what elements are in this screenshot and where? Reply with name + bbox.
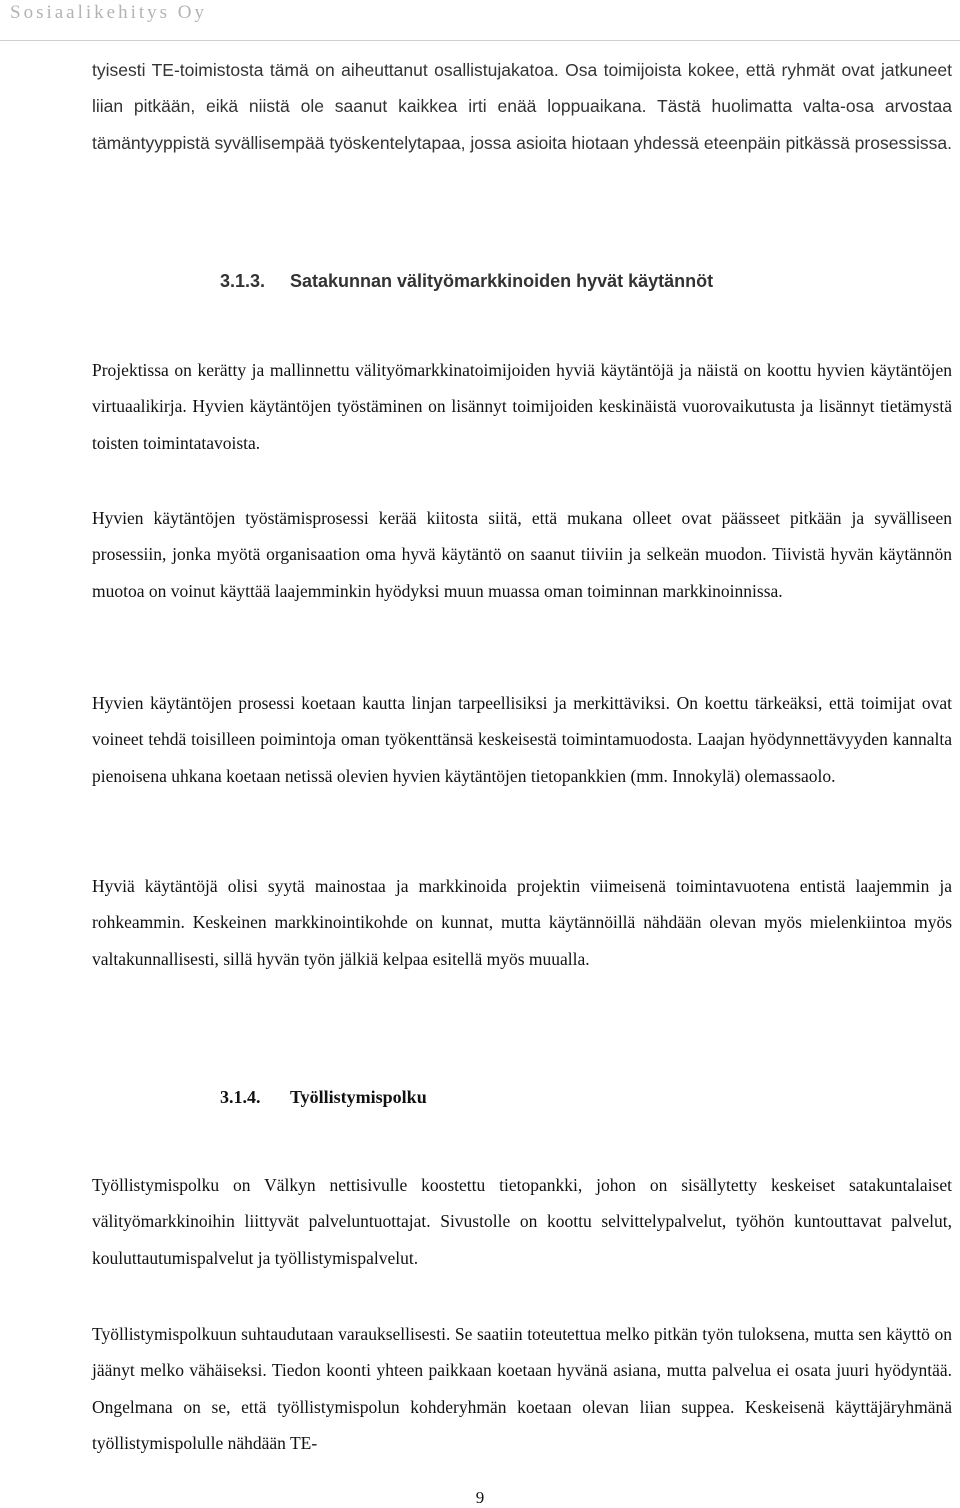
running-header: Sosiaalikehitys Oy: [10, 2, 208, 23]
paragraph-marketing: Hyviä käytäntöjä olisi syytä mainostaa ja markkinoida projektin viimeisenä toimintavuotena entistä laajemmin ja rohkeammin. Keskeinen markkinointikohde on kunnat, mutta käytännöillä nähdään olevan myös mielenkiintoa myös valtakunnallisesti, sillä hyvän työn jälkiä kelpaa esitellä myös muualla.: [92, 876, 952, 969]
paragraph-process-feedback: Hyvien käytäntöjen työstämisprosessi kerää kiitosta siitä, että mukana olleet ovat päässeet pitkään ja syvälliseen prosessiin, jonka myötä organisaation oma hyvä käytäntö on saanut tiiviin ja selkeän muodon. Tiivistä hyvän käytännön muotoa on voinut käyttää laajemminkin hyödyksi muun muassa oman toiminnan markkinoinnissa.: [92, 508, 952, 601]
paragraph-intro-continued: tyisesti TE-toimistosta tämä on aiheuttanut osallistujakatoa. Osa toimijoista kokee, että ryhmät ovat jatkuneet liian pitkään, eikä niistä ole saanut kaikkea irti enää loppuaikana. Tästä huolimatta valta-osa arvostaa tämäntyyppistä syvällisempää työskentelytapaa, jossa asioita hiotaan yhdessä eteenpäin pitkässä prosessissa.: [92, 60, 952, 153]
section-title: Työllistymispolku: [290, 1087, 427, 1107]
section-number: 3.1.4.: [220, 1087, 261, 1107]
paragraph-employment-path-evaluation: Työllistymispolkuun suhtaudutaan varauksellisesti. Se saatiin toteutettua melko pitkän työn tuloksena, mutta sen käyttö on jäänyt melko vähäiseksi. Tiedon koonti yhteen paikkaan koetaan hyvänä asiana, mutta palvelua ei osata juuri hyödyntää. Ongelmana on se, että työllistymispolun kohderyhmän koetaan olevan liian suppea. Keskeisenä käyttäjäryhmänä työllistymispolulle nähdään TE-: [92, 1324, 952, 1453]
paragraph-best-practices: Projektissa on kerätty ja mallinnettu välityömarkkinatoimijoiden hyviä käytäntöjä ja näistä on koottu hyvien käytäntöjen virtuaalikirja. Hyvien käytäntöjen työstäminen on lisännyt toimijoiden keskinäistä vuorovaikutusta ja lisännyt tietämystä toisten toimintatavoista.: [92, 360, 952, 453]
paragraph-process-importance: Hyvien käytäntöjen prosessi koetaan kautta linjan tarpeellisiksi ja merkittäviksi. On koettu tärkeäksi, että toimijat ovat voineet tehdä toisilleen poimintoja oman työkenttänsä keskeisestä toimintamuodosta. Laajan hyödynnettävyyden kannalta pienoisena uhkana koetaan netissä olevien hyvien käytäntöjen tietopankkien (mm. Innokylä) olemassaolo.: [92, 693, 952, 786]
section-heading-3-1-3: [220, 271, 713, 292]
paragraph-employment-path: Työllistymispolku on Välkyn nettisivulle koostettu tietopankki, johon on sisällytetty keskeiset satakuntalaiset välityömarkkinoihin liittyvät palveluntuottajat. Sivustolle on koottu selvittelypalvelut, työhön kuntouttavat palvelut, kouluttautumispalvelut ja työllistymispalvelut.: [92, 1175, 952, 1268]
header-divider: [0, 40, 960, 41]
section-number: 3.1.3.: [220, 271, 266, 291]
section-title: Satakunnan välityömarkkinoiden hyvät käytännöt: [290, 271, 714, 291]
page-number: 9: [475, 1488, 485, 1507]
section-heading-3-1-4: [220, 1087, 427, 1108]
